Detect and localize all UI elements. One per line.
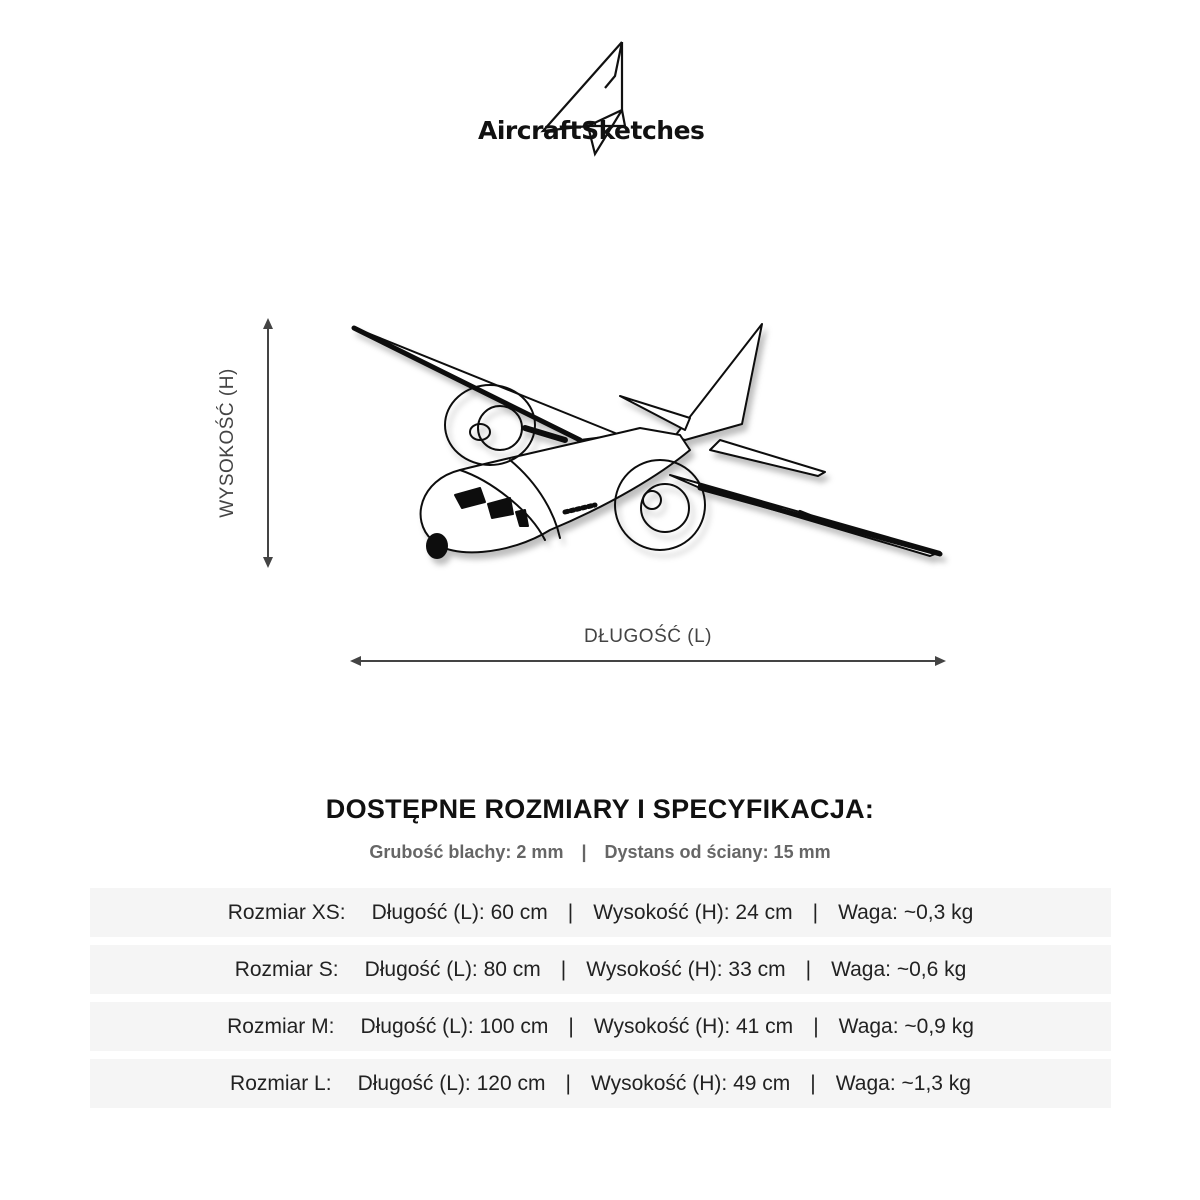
separator: | [567, 900, 574, 924]
separator: | [560, 957, 567, 981]
height-label: WYSOKOŚĆ (H) [217, 368, 238, 518]
size-name: Rozmiar L: [230, 1071, 332, 1095]
size-length: Długość (L): 60 cm [371, 900, 548, 924]
height-arrow [258, 318, 278, 568]
size-weight: Waga: ~0,6 kg [831, 957, 967, 981]
separator: | [565, 1071, 571, 1095]
separator: | [581, 842, 587, 862]
aircraft-sketch-image [340, 300, 960, 590]
size-name: Rozmiar S: [234, 957, 339, 981]
separator: | [813, 1014, 819, 1038]
size-weight: Waga: ~0,3 kg [838, 900, 974, 924]
size-height: Wysokość (H): 49 cm [590, 1071, 791, 1095]
separator: | [810, 1071, 816, 1095]
thickness-text: Grubość blachy: 2 mm [369, 842, 564, 862]
specs-subtitle [0, 842, 1200, 863]
separator: | [805, 957, 812, 981]
size-height: Wysokość (H): 33 cm [586, 957, 786, 981]
size-length: Długość (L): 120 cm [357, 1071, 546, 1095]
size-name: Rozmiar M: [227, 1014, 335, 1038]
specs-title: DOSTĘPNE ROZMIARY I SPECYFIKACJA: [325, 794, 875, 824]
distance-text: Dystans od ściany: 15 mm [604, 842, 831, 862]
separator: | [812, 900, 819, 924]
size-row-s [90, 945, 1111, 994]
size-row-l [90, 1059, 1111, 1108]
size-name: Rozmiar XS: [227, 900, 346, 924]
size-length: Długość (L): 100 cm [360, 1014, 549, 1038]
size-weight: Waga: ~1,3 kg [835, 1071, 971, 1095]
size-weight: Waga: ~0,9 kg [838, 1014, 974, 1038]
sizes-table [90, 888, 1111, 1116]
logo-text: AircraftSketches [478, 116, 705, 145]
size-height: Wysokość (H): 41 cm [593, 1014, 794, 1038]
size-row-m [90, 1002, 1111, 1051]
size-length: Długość (L): 80 cm [364, 957, 541, 981]
length-arrow [350, 651, 946, 671]
size-row-xs [90, 888, 1111, 937]
logo [470, 36, 730, 160]
separator: | [568, 1014, 574, 1038]
length-label: DŁUGOŚĆ (L) [584, 626, 712, 647]
size-height: Wysokość (H): 24 cm [593, 900, 793, 924]
